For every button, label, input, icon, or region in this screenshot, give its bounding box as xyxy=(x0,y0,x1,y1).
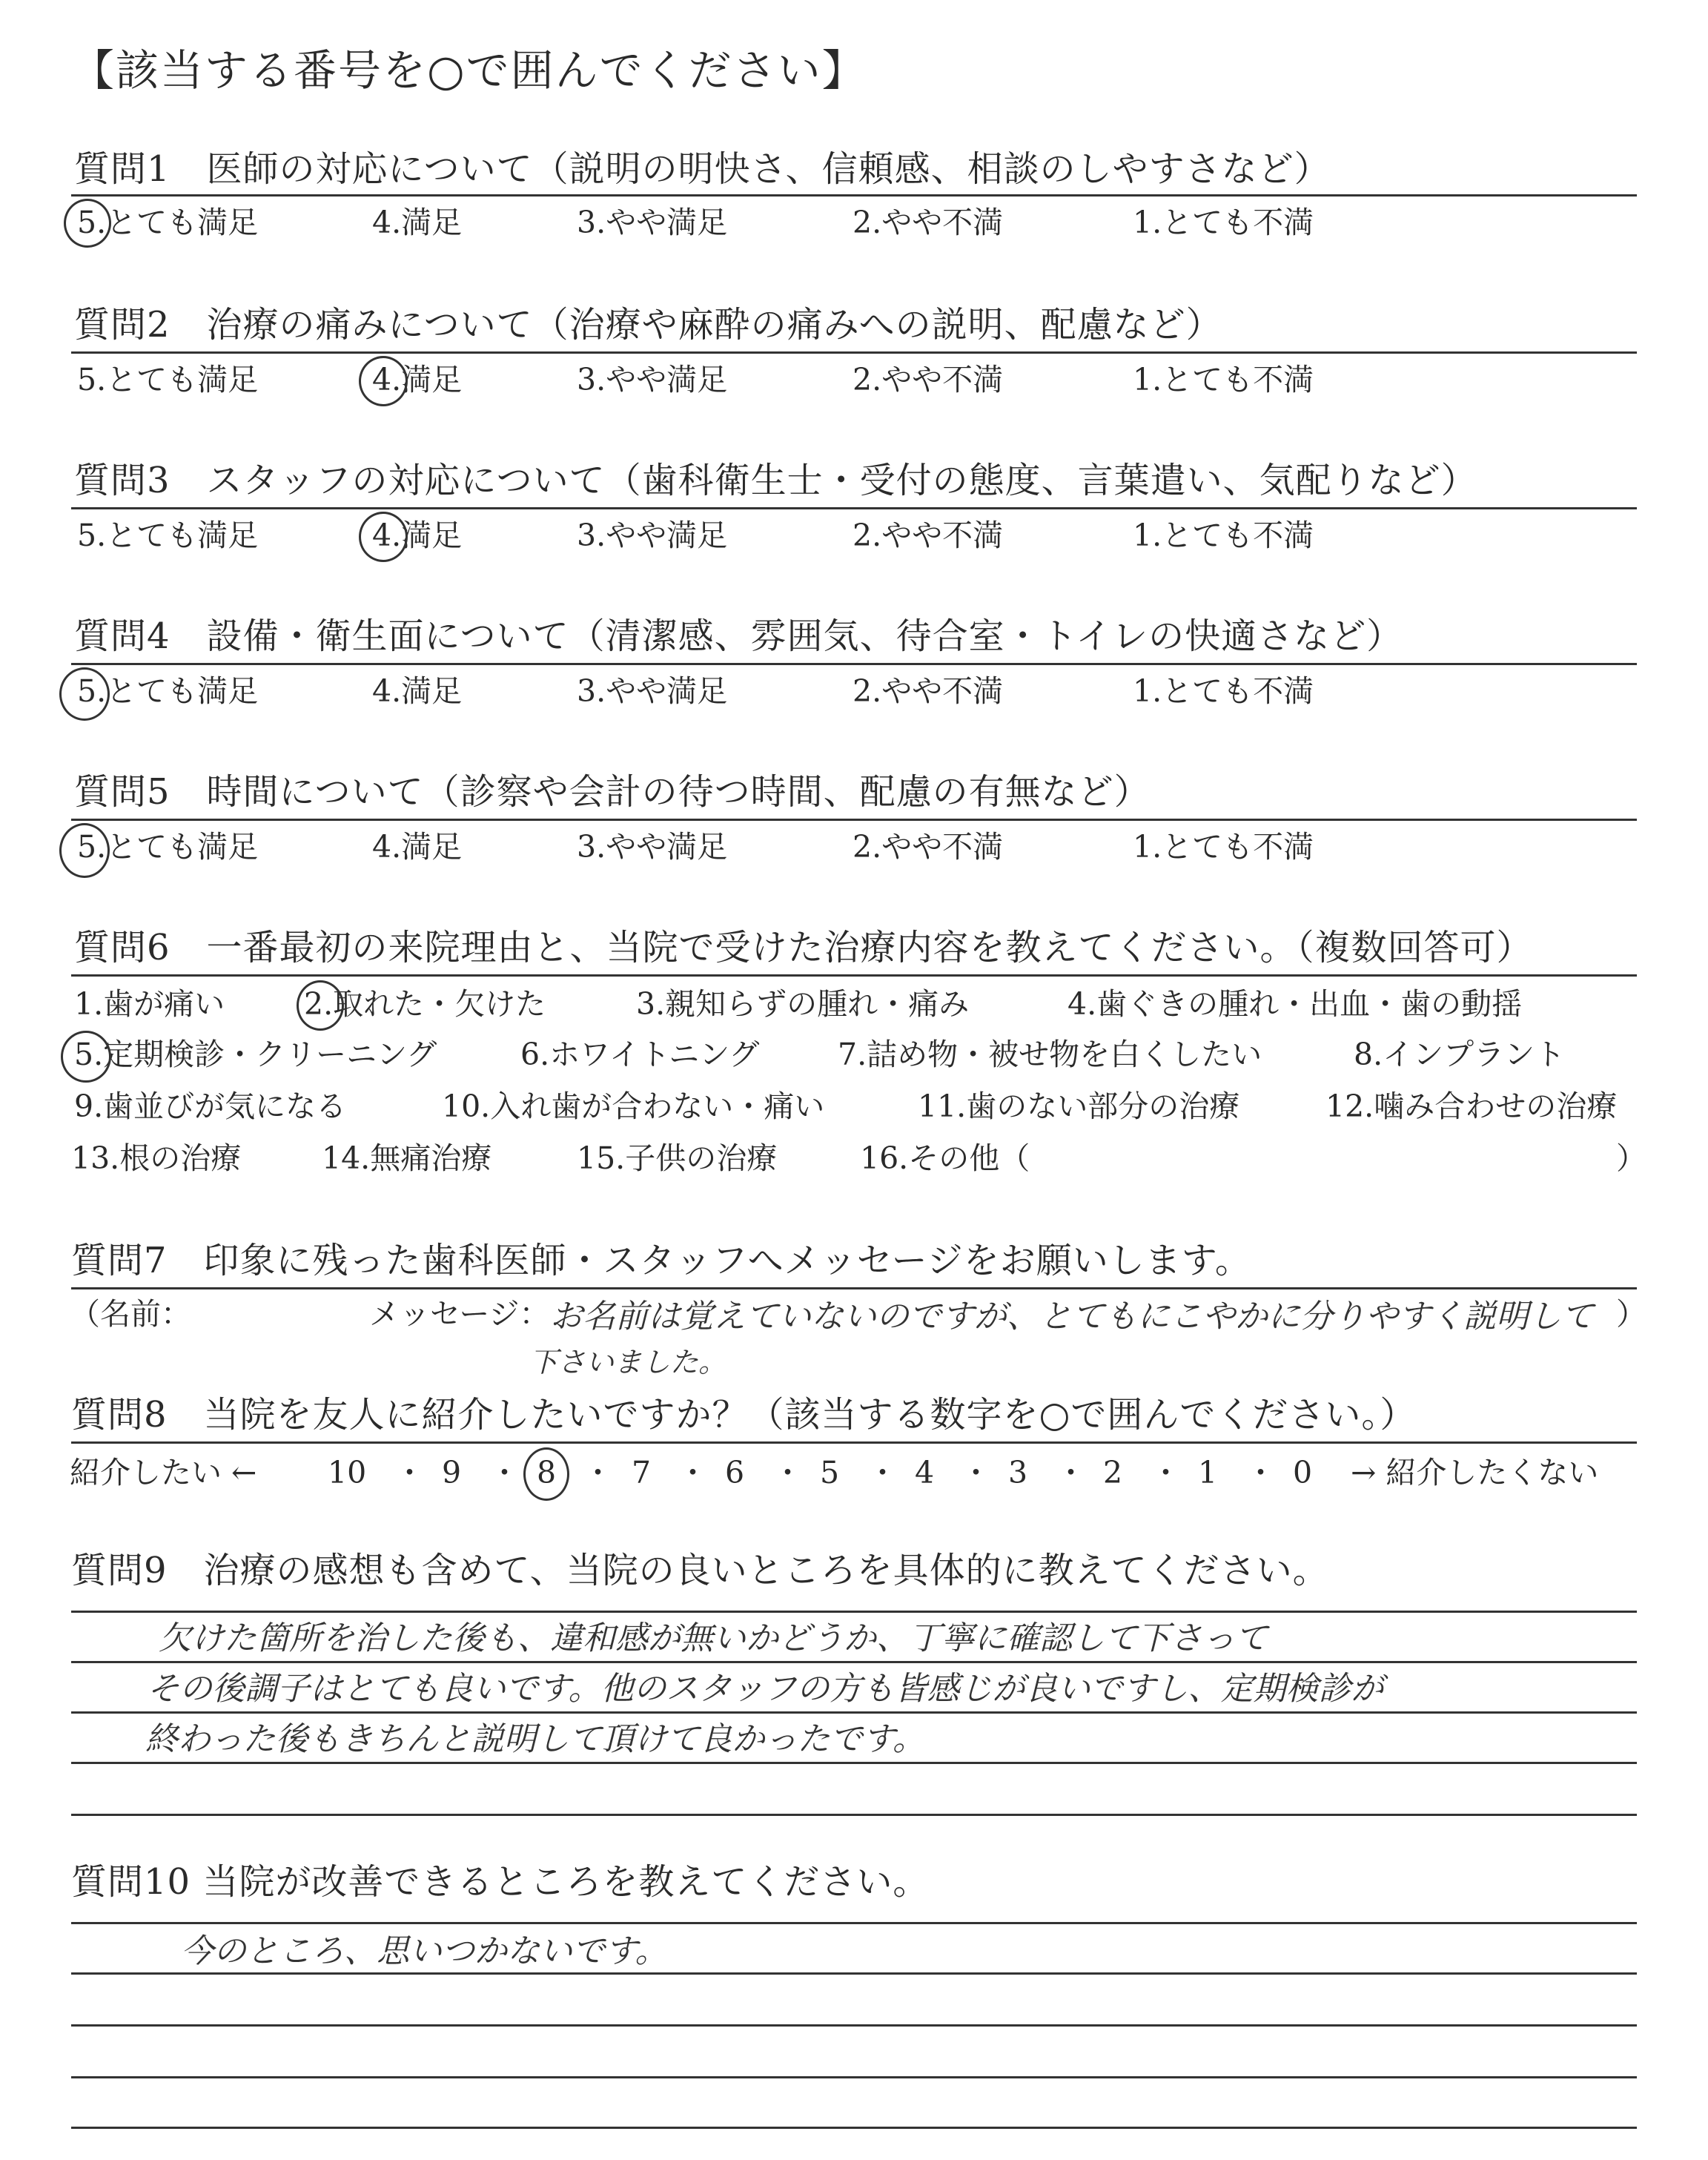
q8-separator: ・ xyxy=(867,1455,898,1490)
q1-option-2[interactable]: 2.やや不満 xyxy=(853,205,1004,240)
q2-option-3[interactable]: 3.やや満足 xyxy=(577,362,728,397)
q3-option-5[interactable]: 5.とても満足 xyxy=(77,518,259,553)
q6-option-9[interactable]: 9.歯並びが気になる xyxy=(74,1089,347,1124)
q8-value-4[interactable]: 4 xyxy=(915,1455,935,1490)
q6-option-8[interactable]: 8.インプラント xyxy=(1354,1037,1566,1072)
q3-option-1[interactable]: 1.とても不満 xyxy=(1133,518,1314,553)
q4-selected-circle xyxy=(59,667,110,721)
question-9-title: 質問9 治療の感想も含めて、当院の良いところを具体的に教えてください。 xyxy=(71,1550,1329,1591)
q6-other-close-paren: ） xyxy=(1616,1140,1646,1176)
q8-value-5[interactable]: 5 xyxy=(820,1455,840,1490)
question-1-title: 質問1 医師の対応について（説明の明快さ、信頼感、相談のしやすさなど） xyxy=(74,148,1331,190)
q8-separator: ・ xyxy=(489,1455,520,1490)
q6-option-11[interactable]: 11.歯のない部分の治療 xyxy=(918,1089,1240,1124)
q6-option-12[interactable]: 12.噛み合わせの治療 xyxy=(1325,1089,1618,1124)
q8-separator: ・ xyxy=(394,1455,425,1490)
q1-option-5[interactable]: 5.とても満足 xyxy=(77,205,259,240)
q10-rule xyxy=(71,2076,1637,2078)
q7-message-handwriting-2: 下さいました。 xyxy=(529,1346,727,1378)
q6-option-4[interactable]: 4.歯ぐきの腫れ・出血・歯の動揺 xyxy=(1068,986,1523,1022)
q6-option-3[interactable]: 3.親知らずの腫れ・痛み xyxy=(636,986,970,1022)
q1-option-4[interactable]: 4.満足 xyxy=(372,205,463,240)
q6-option-15[interactable]: 15.子供の治療 xyxy=(577,1140,778,1176)
q8-value-2[interactable]: 2 xyxy=(1103,1455,1123,1490)
q3-selected-circle xyxy=(359,512,408,562)
q2-option-1[interactable]: 1.とても不満 xyxy=(1133,362,1314,397)
q9-rule xyxy=(71,1762,1637,1764)
question-6-title: 質問6 一番最初の来院理由と、当院で受けた治療内容を教えてください。（複数回答可） xyxy=(74,927,1533,968)
q7-close-paren: ） xyxy=(1616,1296,1646,1332)
q6-option-10[interactable]: 10.入れ歯が合わない・痛い xyxy=(442,1089,825,1124)
q6-option-2[interactable]: 2.取れた・欠けた xyxy=(304,986,546,1022)
question-4-rule xyxy=(71,663,1637,665)
q9-rule xyxy=(71,1611,1637,1613)
q6-option-16[interactable]: 16.その他（ xyxy=(860,1140,1030,1176)
q9-handwriting-2: その後調子はとても良いです。他のスタッフの方も皆感じが良いですし、定期検診が xyxy=(147,1670,1384,1708)
q4-option-3[interactable]: 3.やや満足 xyxy=(577,673,728,709)
q5-selected-circle xyxy=(59,823,110,878)
q4-option-4[interactable]: 4.満足 xyxy=(372,673,463,709)
q8-separator: ・ xyxy=(678,1455,708,1490)
q6-option-6[interactable]: 6.ホワイトニング xyxy=(520,1037,760,1072)
q7-message-label: メッセージ： xyxy=(369,1296,550,1332)
q8-value-8[interactable]: 8 xyxy=(537,1455,557,1490)
q6-selected-circle-5 xyxy=(61,1031,111,1083)
q6-option-14[interactable]: 14.無痛治療 xyxy=(322,1140,492,1176)
q8-value-7[interactable]: 7 xyxy=(632,1455,652,1490)
q1-option-3[interactable]: 3.やや満足 xyxy=(577,205,728,240)
q8-value-0[interactable]: 0 xyxy=(1293,1455,1313,1490)
q9-handwriting-3: 終わった後もきちんと説明して頂けて良かったです。 xyxy=(145,1720,926,1758)
question-8-rule xyxy=(71,1441,1637,1444)
question-3-rule xyxy=(71,507,1637,509)
q8-separator: ・ xyxy=(1151,1455,1181,1490)
q10-rule xyxy=(71,2127,1637,2129)
q8-value-9[interactable]: 9 xyxy=(442,1455,462,1490)
q8-value-3[interactable]: 3 xyxy=(1008,1455,1028,1490)
q8-right-label: → 紹介したくない xyxy=(1351,1455,1599,1490)
q2-option-2[interactable]: 2.やや不満 xyxy=(853,362,1004,397)
q8-value-10[interactable]: 10 xyxy=(328,1455,367,1490)
q8-selected-circle xyxy=(523,1447,569,1501)
q3-option-4[interactable]: 4.満足 xyxy=(372,518,463,553)
q10-rule xyxy=(71,2024,1637,2027)
q2-option-4[interactable]: 4.満足 xyxy=(372,362,463,397)
q8-left-label: 紹介したい ← xyxy=(70,1455,257,1490)
q8-separator: ・ xyxy=(961,1455,991,1490)
q3-option-2[interactable]: 2.やや不満 xyxy=(853,518,1004,553)
question-5-title: 質問5 時間について（診察や会計の待つ時間、配慮の有無など） xyxy=(74,771,1151,813)
q8-separator: ・ xyxy=(583,1455,613,1490)
q1-option-1[interactable]: 1.とても不満 xyxy=(1133,205,1314,240)
q9-rule xyxy=(71,1814,1637,1816)
q8-separator: ・ xyxy=(1056,1455,1086,1490)
q6-selected-circle-2 xyxy=(297,980,344,1031)
question-2-rule xyxy=(71,351,1637,354)
q9-rule xyxy=(71,1711,1637,1714)
q4-option-2[interactable]: 2.やや不満 xyxy=(853,673,1004,709)
q6-option-13[interactable]: 13.根の治療 xyxy=(71,1140,242,1176)
q2-selected-circle xyxy=(359,356,408,406)
question-7-title: 質問7 印象に残った歯科医師・スタッフへメッセージをお願いします。 xyxy=(71,1240,1251,1281)
q4-option-5[interactable]: 5.とても満足 xyxy=(77,673,259,709)
question-4-title: 質問4 設備・衛生面について（清潔感、雰囲気、待合室・トイレの快適さなど） xyxy=(74,615,1403,657)
q5-option-1[interactable]: 1.とても不満 xyxy=(1133,829,1314,865)
q8-separator: ・ xyxy=(772,1455,803,1490)
q5-option-5[interactable]: 5.とても満足 xyxy=(77,829,259,865)
q2-option-5[interactable]: 5.とても満足 xyxy=(77,362,259,397)
q4-option-1[interactable]: 1.とても不満 xyxy=(1133,673,1314,709)
question-7-rule xyxy=(71,1287,1637,1289)
question-5-rule xyxy=(71,819,1637,821)
question-6-rule xyxy=(71,974,1637,977)
q6-option-7[interactable]: 7.詰め物・被せ物を白くしたい xyxy=(838,1037,1262,1072)
question-1-rule xyxy=(71,194,1637,196)
q5-option-4[interactable]: 4.満足 xyxy=(372,829,463,865)
q3-option-3[interactable]: 3.やや満足 xyxy=(577,518,728,553)
q8-value-1[interactable]: 1 xyxy=(1198,1455,1218,1490)
question-10-title: 質問10 当院が改善できるところを教えてください。 xyxy=(71,1861,930,1903)
q5-option-3[interactable]: 3.やや満足 xyxy=(577,829,728,865)
q10-handwriting-1: 今のところ、思いつかないです。 xyxy=(181,1932,668,1970)
question-8-title: 質問8 当院を友人に紹介したいですか？（該当する数字を○で囲んでください。） xyxy=(71,1394,1417,1436)
q10-rule xyxy=(71,1972,1637,1975)
q7-message-handwriting-1: お名前は覚えていないのですが、とてもにこやかに分りやすく説明して xyxy=(550,1298,1594,1335)
q1-selected-circle xyxy=(64,199,111,248)
q5-option-2[interactable]: 2.やや不満 xyxy=(853,829,1004,865)
question-2-title: 質問2 治療の痛みについて（治療や麻酔の痛みへの説明、配慮など） xyxy=(74,304,1222,346)
survey-heading: 【該当する番号を○で囲んでください】 xyxy=(71,45,867,96)
q10-rule xyxy=(71,1922,1637,1924)
q6-option-1[interactable]: 1.歯が痛い xyxy=(74,986,225,1022)
question-3-title: 質問3 スタッフの対応について（歯科衛生士・受付の態度、言葉遣い、気配りなど） xyxy=(74,460,1477,501)
q9-handwriting-1: 欠けた箇所を治した後も、違和感が無いかどうか、丁寧に確認して下さって xyxy=(159,1619,1268,1657)
q6-option-5[interactable]: 5.定期検診・クリーニング xyxy=(74,1037,437,1072)
q8-value-6[interactable]: 6 xyxy=(725,1455,745,1490)
q8-separator: ・ xyxy=(1245,1455,1276,1490)
q7-name-label: （名前： xyxy=(70,1296,191,1332)
q9-rule xyxy=(71,1661,1637,1663)
